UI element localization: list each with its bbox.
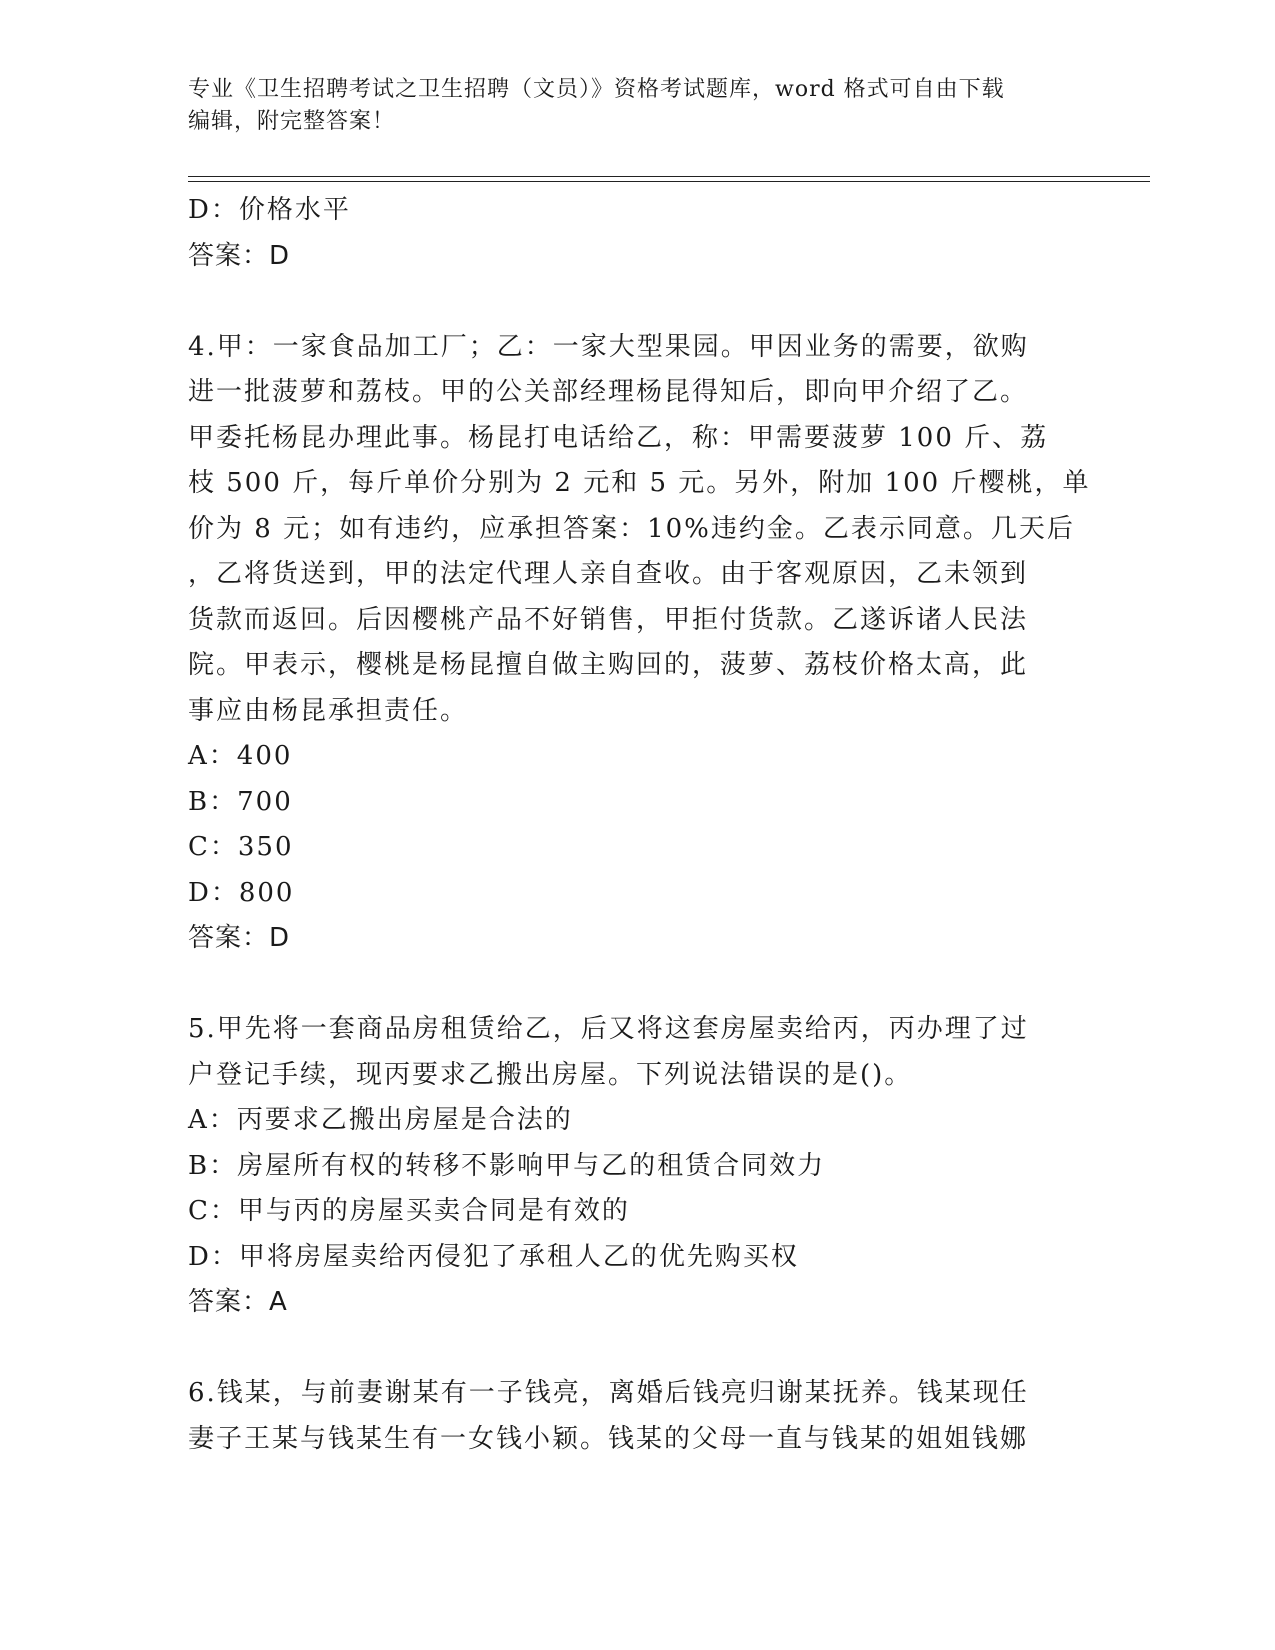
question-line: 枝 500 斤，每斤单价分别为 2 元和 5 元。另外，附加 100 斤樱桃，单 [188, 468, 1091, 498]
option-c: C：350 [188, 832, 294, 862]
question-line: 进一批菠萝和荔枝。甲的公关部经理杨昆得知后，即向甲介绍了乙。 [188, 377, 1029, 407]
question-line: 院。甲表示，樱桃是杨昆擅自做主购回的，菠萝、荔枝价格太高，此 [188, 650, 1029, 680]
answer: 答案：D [188, 923, 291, 953]
question-line: ，乙将货送到，甲的法定代理人亲自查收。由于客观原因，乙未领到 [188, 559, 1029, 589]
prev-option-d: D：价格水平 [188, 195, 351, 225]
question-line: 户登记手续，现丙要求乙搬出房屋。下列说法错误的是()。 [188, 1059, 913, 1090]
question-5 [188, 1007, 1068, 1326]
question-line: 妻子王某与钱某生有一女钱小颖。钱某的父母一直与钱某的姐姐钱娜 [188, 1423, 1029, 1454]
question-line: 甲委托杨昆办理此事。杨昆打电话给乙，称：甲需要菠萝 100 斤、荔 [188, 422, 1049, 453]
header-divider-bottom [188, 181, 1150, 182]
question-line: 6.钱某，与前妻谢某有一子钱亮，离婚后钱亮归谢某抚养。钱某现任 [188, 1378, 1029, 1408]
question-6 [188, 1371, 1068, 1462]
spacer [188, 1326, 1068, 1372]
option-a: A：丙要求乙搬出房屋是合法的 [188, 1105, 573, 1135]
answer: 答案：A [188, 1287, 288, 1317]
header-line: 专业《卫生招聘考试之卫生招聘（文员）》资格考试题库，word 格式可自由下载 [188, 77, 1005, 102]
prev-answer: 答案：D [188, 240, 291, 271]
spacer [188, 279, 1068, 325]
question-line: 4.甲：一家食品加工厂；乙：一家大型果园。甲因业务的需要，欲购 [188, 331, 1029, 362]
question-line: 事应由杨昆承担责任。 [188, 695, 469, 726]
question-line: 5.甲先将一套商品房租赁给乙，后又将这套房屋卖给丙，丙办理了过 [188, 1014, 1029, 1044]
option-c: C：甲与丙的房屋买卖合同是有效的 [188, 1196, 630, 1226]
option-a: A：400 [188, 741, 293, 771]
question-4 [188, 325, 1091, 962]
question-line: 价为 8 元；如有违约，应承担答案：10%违约金。乙表示同意。几天后 [188, 513, 1075, 544]
header-line: 编辑，附完整答案！ [188, 109, 396, 134]
question-line: 货款而返回。后因樱桃产品不好销售，甲拒付货款。乙遂诉诸人民法 [188, 604, 1029, 635]
document-body [188, 188, 1091, 1462]
option-b: B：700 [188, 786, 293, 817]
header-divider-top [188, 176, 1150, 177]
spacer [188, 962, 1068, 1008]
option-d: D：甲将房屋卖给丙侵犯了承租人乙的优先购买权 [188, 1241, 799, 1272]
document-header [188, 74, 1068, 138]
option-d: D：800 [188, 877, 295, 908]
option-b: B：房屋所有权的转移不影响甲与乙的租赁合同效力 [188, 1150, 826, 1181]
